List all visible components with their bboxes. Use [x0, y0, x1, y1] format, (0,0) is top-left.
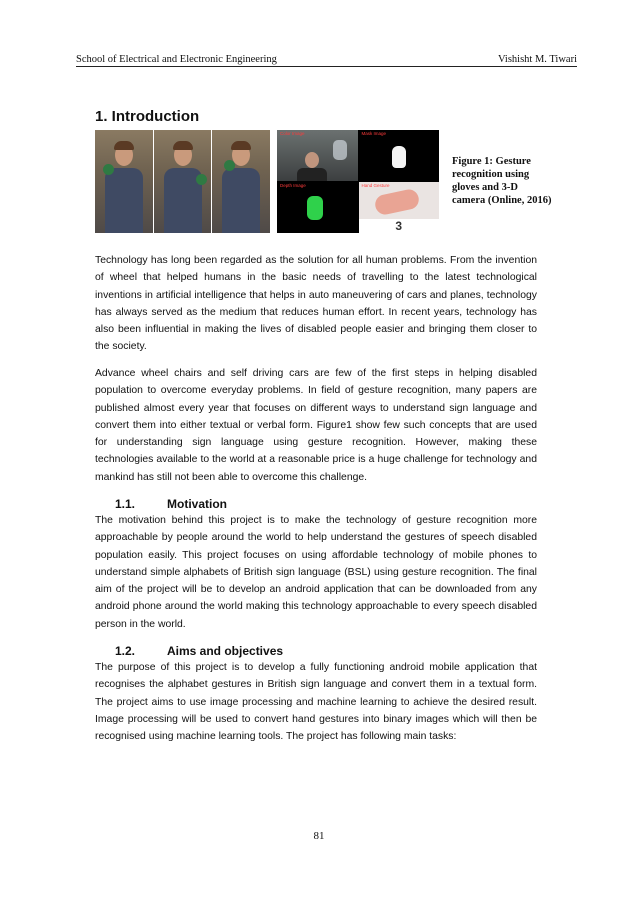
subsection-title: Aims and objectives [167, 644, 284, 658]
subsection-heading-motivation [115, 497, 227, 511]
depth-image-panel [277, 182, 358, 233]
mask-image-panel [359, 130, 440, 181]
running-header [76, 54, 577, 67]
figure-caption: Figure 1: Gesture recognition using gloves and 3-D camera (Online, 2016) [452, 156, 552, 206]
glove-photo-sequence [95, 130, 270, 233]
subsection-number: 1.2. [115, 644, 136, 658]
subsection-heading-aims [115, 644, 283, 658]
intro-paragraph: Advance wheel chairs and self driving cars are few of the first steps in helping disabled population to overcome everyday problems. In field of gesture recognition, many papers are published almost every year that focuses on different ways to understand sign language and convert them into either textual or verbal form. Figure1 show few such concepts that are used for understanding sign language using gesture recognition. However, making these technologies available to the world at a reasonable price is a huge challenge for technology and mankind has still not been able to overcome this challenge. [95, 368, 537, 483]
depth-camera-grid [277, 130, 439, 233]
figure-1 [95, 130, 555, 233]
panel-label: Mask Image [361, 131, 387, 136]
gesture-number: 3 [359, 219, 440, 233]
aims-paragraph: The purpose of this project is to develop a fully functioning android mobile application that recognises the alphabet gestures in British sign language and convert them in a textual form. The project aims to use image processing and machine learning to achieve the desired result. Image processing will be used to convert hand gestures into binary images which will then be recognised using machine learning tools. The project has following main tasks: [95, 662, 537, 743]
header-school: School of Electrical and Electronic Engineering [76, 54, 277, 65]
glove-photo [95, 130, 153, 233]
subsection-number: 1.1. [115, 497, 136, 511]
motivation-paragraph: The motivation behind this project is to make the technology of gesture recognition more approachable by people around the world to help understand the gestures of speech disabled population easily. This project focuses on using affordable technology of mobile phones to understand simple alphabets of British sign language (BSL) using gesture recognition. The final aim of the project will be to develop an android application that can be downloaded from any android phone around the world making this technology approachable to every speech disabled person in the world. [95, 515, 537, 630]
section-title: 1. Introduction [95, 108, 200, 125]
color-image-panel [277, 130, 358, 181]
panel-label: Depth Image [280, 183, 306, 188]
panel-label: Color Image [280, 131, 305, 136]
header-author: Vishisht M. Tiwari [497, 54, 577, 65]
page-number: 81 [313, 830, 325, 842]
subsection-title: Motivation [167, 497, 227, 511]
glove-photo [212, 130, 270, 233]
glove-photo [154, 130, 212, 233]
panel-label: Hand Gesture [361, 183, 390, 188]
hand-gesture-panel [359, 182, 440, 233]
intro-paragraph: Technology has long been regarded as the solution for all human problems. From the invention of wheel that helped humans in the basic needs of travelling to the latest technological inventions in artificial intelligence that helps in auto maneuvering of cars and planes, technology has always served as the medium that reduces human effort. In recent years, technology has also been influential in making the lives of disabled people easier and bringing them closer to the society. [95, 255, 537, 353]
